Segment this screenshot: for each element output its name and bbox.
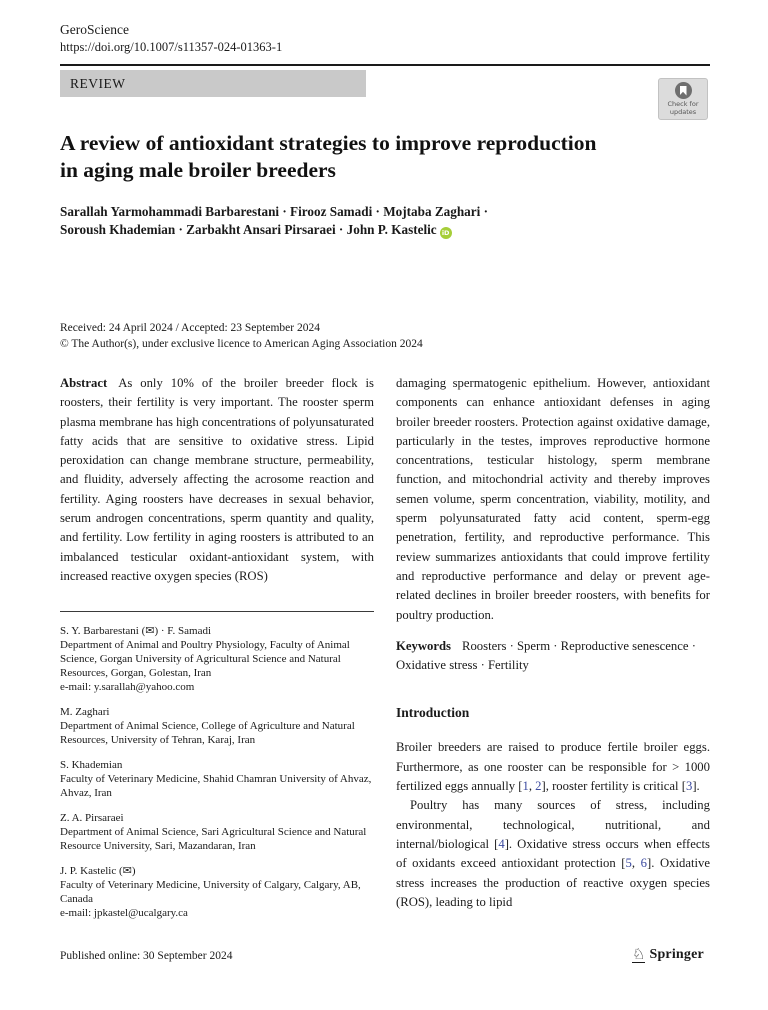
footnote-author: S. Khademian bbox=[60, 759, 123, 771]
author-list bbox=[60, 203, 710, 239]
footnote-author: J. P. Kastelic (✉) bbox=[60, 865, 136, 877]
citation-ref-1[interactable]: 1 bbox=[522, 779, 529, 794]
footnote-author: Z. A. Pirsaraei bbox=[60, 812, 124, 824]
footnote-block bbox=[60, 811, 374, 853]
keywords-text: Roosters · Sperm · Reproductive senescence · Oxidative stress · Fertility bbox=[396, 638, 696, 673]
abstract-paragraph-2: damaging spermatogenic epithelium. However, antioxidant components can enhance antioxidant defenses in aging broiler breeder roosters. Protection against oxidative damage, particularly in the testes, improves reproductive hormone concentrations, testicular histology, sperm membrane function, and mitochondrial activity and thereby improves semen volume, sperm concentration, viability, motility, and sperm polyunsaturated fatty acid content, sperm-egg penetration, fertility, and reproductive performance. This review summarizes antioxidants that could improve fertility and reproductive performance and delay or prevent age-related declines in broiler breeder roosters, with benefits for poultry production. bbox=[396, 376, 710, 622]
citation-ref-6[interactable]: 6 bbox=[640, 856, 647, 871]
bookmark-icon bbox=[680, 86, 687, 96]
footnote-block bbox=[60, 758, 374, 800]
received-accepted-line: Received: 24 April 2024 / Accepted: 23 September 2024 bbox=[60, 322, 320, 334]
footnote-affiliation: Department of Animal Science, College of Agriculture and Natural Resources, University of Tehran, Karaj, Iran bbox=[60, 720, 355, 746]
page-title bbox=[60, 130, 720, 184]
footnote-affiliation: Faculty of Veterinary Medicine, University of Calgary, Calgary, AB, Canada bbox=[60, 879, 361, 905]
footnote-affiliation: Department of Animal Science, Sari Agricultural Science and Natural Resource University, Sari, Mazandaran, Iran bbox=[60, 826, 367, 852]
article-meta bbox=[60, 320, 710, 352]
abstract-paragraph-1 bbox=[60, 374, 374, 604]
orcid-icon[interactable]: iD bbox=[440, 227, 452, 239]
article-body bbox=[60, 374, 710, 931]
doi-link[interactable]: https://doi.org/10.1007/s11357-024-01363-1 bbox=[60, 40, 283, 54]
citation-ref-2[interactable]: 2 bbox=[535, 779, 542, 794]
header-rule bbox=[60, 64, 710, 66]
left-column bbox=[60, 374, 374, 931]
article-type-banner bbox=[60, 70, 366, 97]
footnote-block bbox=[60, 705, 374, 747]
check-for-updates-button[interactable] bbox=[658, 78, 708, 120]
citation-ref-3[interactable]: 3 bbox=[685, 779, 693, 794]
article-type-label: REVIEW bbox=[70, 75, 126, 91]
publisher-name: Springer bbox=[649, 947, 704, 962]
citation-ref-5[interactable]: 5 bbox=[625, 856, 632, 871]
introduction-paragraph-2: Poultry has many sources of stress, including environmental, technological, nutritional, and internal/biological [4]. Oxidative stress occurs when effects of oxidants exceed antioxidant protection [5, 6]. Oxidative stress increases the production of reactive oxygen species (ROS), leading to lipid bbox=[396, 798, 710, 909]
right-column bbox=[396, 374, 710, 931]
authors-line-2: Soroush Khademian · Zarbakht Ansari Pirsaraei · John P. Kastelic iD bbox=[60, 221, 710, 239]
introduction-paragraph-1: Broiler breeders are raised to produce fertile broiler eggs. Furthermore, as one rooster can be responsible for > 1000 fertilized eggs annually [1, 2], rooster fertility is critical [3]. bbox=[396, 740, 710, 794]
keywords-block bbox=[396, 637, 710, 676]
footnote-author: S. Y. Barbarestani (✉) · F. Samadi bbox=[60, 625, 212, 637]
footnote-affiliation: Faculty of Veterinary Medicine, Shahid Chamran University of Ahvaz, Ahvaz, Iran bbox=[60, 773, 372, 799]
title-line-1: A review of antioxidant strategies to improve reproduction bbox=[60, 131, 597, 155]
abstract-label: Abstract bbox=[60, 376, 108, 390]
author-footnotes bbox=[60, 612, 374, 920]
footnote-affiliation: Department of Animal and Poultry Physiology, Faculty of Animal Science, Gorgan University of Agricultural Science and Natural Resources, Gorgan, Golestan, Iran bbox=[60, 639, 350, 679]
section-heading-introduction: Introduction bbox=[396, 705, 470, 721]
footnote-author: M. Zaghari bbox=[60, 706, 110, 718]
published-online-line: Published online: 30 September 2024 bbox=[60, 950, 233, 962]
check-updates-label: Check for updates bbox=[667, 100, 699, 116]
keywords-label: Keywords bbox=[396, 638, 451, 653]
footnote-email[interactable]: e-mail: y.sarallah@yahoo.com bbox=[60, 681, 195, 693]
citation-ref-4[interactable]: 4 bbox=[498, 836, 505, 851]
footnote-block bbox=[60, 624, 374, 694]
footnote-email[interactable]: e-mail: jpkastel@ucalgary.ca bbox=[60, 907, 188, 919]
publisher-logo bbox=[632, 947, 704, 963]
authors-line-1: Sarallah Yarmohammadi Barbarestani · Firooz Samadi · Mojtaba Zaghari · bbox=[60, 204, 488, 219]
title-line-2: in aging male broiler breeders bbox=[60, 158, 336, 182]
footnote-block bbox=[60, 864, 374, 920]
journal-name: GeroScience bbox=[60, 22, 129, 37]
crossmark-icon bbox=[675, 82, 692, 99]
abstract-text-1: As only 10% of the broiler breeder flock is roosters, their fertility is very important. The rooster sperm plasma membrane has high concentrations of polyunsaturated fatty acids that are sensitive to oxidative stress. Lipid peroxidation can change membrane structure, permeability, and fluidity, adversely affecting the acrosome reaction and fertility. Aging roosters have decreases in sexual behavior, serum androgen concentrations, sperm quantity and quality, and fertility. Low fertility in aging roosters is attributed to an imbalanced testicular oxidant-antioxidant system, with increased reactive oxygen species (ROS) bbox=[60, 376, 374, 583]
springer-horse-icon: ♘ bbox=[632, 945, 646, 963]
copyright-line: © The Author(s), under exclusive licence to American Aging Association 2024 bbox=[60, 338, 423, 350]
